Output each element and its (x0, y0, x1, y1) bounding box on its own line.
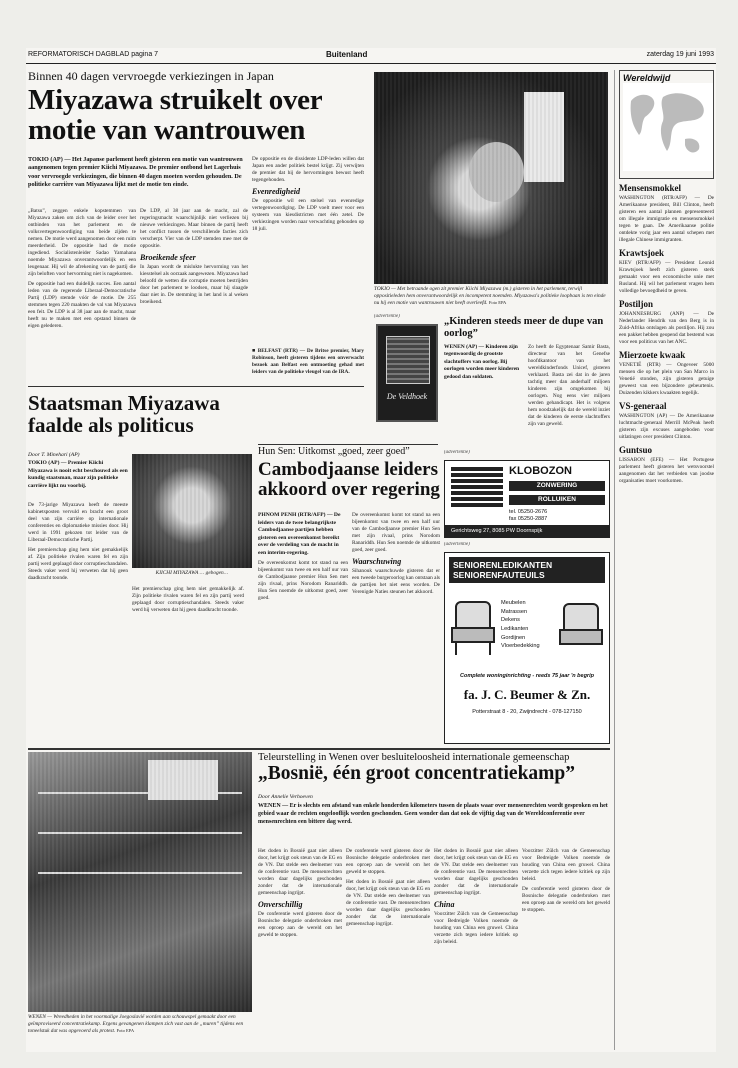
cambodja-kicker: Hun Sen: Uitkomst „goed, zeer goed” (258, 446, 410, 457)
ad-veldhoek-label: (advertentie) (374, 314, 400, 319)
sidebar-item-text: JOHANNESBURG (ANP) — De Nederlander Hendrik van den Berg is in Zuid-Afrika ontslagen als postiljon. Hij zou een pakket hebben geopend dat bestemd was voor een politicus van het ANC. (619, 310, 714, 345)
bosnie-photo-caption: WENEN — Wreedheden in het voormalige Joegoslavië worden aan schouwspel gemaakt door een geïmproviseerd concentratiekamp. Ergens gevangenen klampen zich vast aan de „muren” tijdens een toneelstuk dat was opgevoerd als protest. Foto EPA (28, 1014, 244, 1034)
staatsman-lead: TOKIO (AP) — Premier Kiichi Miyazawa is nooit echt beschouwd als een kundig staatsman, maar zijn politieke carrière lijkt nu voorbij. (28, 460, 128, 489)
world-map-icon (623, 83, 713, 171)
kinderen-column-2: Zo heeft de Egyptenaar Samir Basta, directeur van het Genefse hoofdkantoor van het wereldkinderfonds Unicef, gisteren verklaard. Basta zei dat in de jaren tachtig meer dan anderhalf miljoen kinderen zijn omgekomen bij oorlogen. Nog eens vier miljoen werden gehandicapt. Het is volgens hem noodzakelijk dat de wereld inziet dat de kinderen de eerste slachtoffers zijn van geweld. (528, 344, 610, 427)
sidebar-title-box (619, 70, 714, 179)
ad-senioren-label: (advertentie) (444, 542, 470, 547)
subhead-waarschuwing: Waarschuwing (352, 556, 402, 566)
ad-senioren-item: Ledikanten (501, 625, 529, 632)
armchair-icon (451, 597, 495, 657)
sidebar-title: Wereldwijd (623, 73, 671, 83)
sidebar-item-text: WASHINGTON (AP) — De Amerikaanse luchtmacht-generaal Merrill McPeak heeft gisteren zijn excuses aangeboden voor uitlatingen over president Clinton. (619, 412, 714, 440)
sidebar-item-heading: Krawtsjoek (619, 247, 664, 258)
subhead-china: China (434, 899, 455, 909)
staatsman-column-2: Het premierschap ging hem niet gemakkelijk af. Zijn politieke rivalen waren fel en zijn partij werd geplaagd door corruptieschandalen. Steeds vaker werd hij verweten dat hij geen daadkracht toonde. (132, 586, 244, 613)
newspaper-page (26, 48, 716, 1052)
belfast-brief (252, 300, 364, 350)
miyazawa-column-2: De LDP, al 38 jaar aan de macht, zal de regeringsmacht waarschijnlijk niet verliezen bij nieuwe verkiezingen. Maar binnen de partij heeft het conflict tussen de verschillende facties zich verscherpt. Vier van de LDP stemden mee met de oppositie. Broeikende sfeer In Japan wordt de mislukte hervorming van het kiesstelsel als oorzaak aangewezen. Miyazawa had beloofd de wetten die corruptie moeten bestrijden door het parlement te loodsen, maar hij slaagde daar niet in. De stemming in het land is al weken broeikend. (140, 208, 248, 305)
bosnie-column-4: Voorzitter Zülch van de Gemeenschap voor Bedreigde Volken noemde de houding van China een gruwel. China verzette zich tegen iedere kritiek op zijn beleid. De conferentie werd gisteren door de Bosnische delegatie onderbroken met een oproep aan de wereld om het geweld te stoppen. (522, 848, 610, 913)
sidebar-wereldwijd (614, 70, 714, 1050)
miyazawa-lead: TOKIO (AP) — Het Japanse parlement heeft gisteren een motie van wantrouwen aangenomen tegen premier Kiichi Miyazawa. De premier ontbond het Lagerhuis voor vervroegde verkiezingen, die binnen 40 dagen moeten worden gehouden. De politieke carrière van Miyazawa lijkt met de motie ten einde. (28, 156, 243, 189)
ad-senioren-item: Vloerbedekking (501, 643, 540, 650)
staatsman-headline: Staatsman Miyazawa faalde als politicus (28, 392, 220, 438)
section-title: Buitenland (326, 50, 368, 59)
cambodja-headline: Cambodjaanse leiders akkoord over regering (258, 460, 440, 500)
ad-veldhoek-name: De Veldhoek (386, 392, 428, 401)
ad-senioren-item: Gordijnen (501, 634, 526, 641)
sidebar-item-heading: Postiljon (619, 298, 654, 309)
armchair-icon-2 (557, 599, 605, 659)
sidebar-item-heading: VS-generaal (619, 400, 667, 411)
kinderen-headline: „Kinderen steeds meer de dupe van oorlog” (444, 316, 604, 339)
subhead-evenredigheid: Evenredigheid (252, 186, 300, 196)
cambodja-column-1: PHNOM PENH (RTR/AFP) — De leiders van de twee belangrijkste Cambodjaanse partijen hebben gisteren een overeenkomst bereikt over de verdeling van de macht in een interim-regering. De overeenkomst komt tot stand na een bijeenkomst van twee en een half uur van de Cambodjaanse premier Hun Sen met zijn rivaal, prins Norodom Ranariddh. Hun Sen noemde de uitkomst goed, zeer goed. (258, 512, 348, 602)
ad-klobozon: KLOBOZON ZONWERING ROLLUIKEN tel. 05250-2676 fax 05250-2887 Gerichtsweg 27, 8085 PW Doornspijk (444, 460, 610, 538)
ad-senioren-item: Meubelen (501, 600, 526, 606)
staatsman-photo-caption: KIICHI MIYAZAWA … gebogen… (155, 570, 229, 576)
ad-senioren-items (501, 599, 540, 651)
staatsman-column-1: De 73-jarige Miyazawa heeft de meeste kabinetsposten vervuld en bracht een groot deel van zijn carrière op internationale conferenties en diplomatieke missies door. Hij werd in 1991 gekozen tot leider van de Liberaal-Democratische Partij. Het premierschap ging hem niet gemakkelijk af. Zijn politieke rivalen waren fel en zijn partij werd geplaagd door corruptieschandalen. Steeds vaker werd hij verweten dat hij geen daadkracht toonde. (28, 502, 128, 581)
ad-veldhoek (376, 324, 438, 422)
bosnie-byline: Door Annelie Verhoeven (258, 794, 313, 800)
cambodja-column-2: De overeenkomst komt tot stand na een bijeenkomst van twee en een half uur van de Cambodjaanse premier Hun Sen met zijn rivaal, prins Norodom Ranariddh. Hun Sen noemde de uitkomst goed, zeer goed. Waarschuwing Sihanouk waarschuwde gisteren dat er een tweede burgeroorlog kan ontstaan als de partijen het niet eens worden. De Verenigde Naties steunen het akkoord. (352, 512, 440, 595)
header-left: REFORMATORISCH DAGBLAD pagina 7 (28, 51, 159, 58)
miyazawa-headline: Miyazawa struikelt over motie van wantrouwen (28, 86, 322, 146)
page-header (26, 48, 716, 64)
ad-klobozon-label: (advertentie) (444, 450, 470, 455)
miyazawa-photo (374, 72, 608, 284)
ad-senioren-title: SENIORENLEDIKANTEN SENIORENFAUTEUILS (449, 557, 605, 583)
miyazawa-kicker: Binnen 40 dagen vervroegde verkiezingen in Japan (28, 70, 274, 83)
miyazawa-photo-caption: TOKIO — Met betraande ogen zit premier Kiichi Miyazawa (m.) gisteren in het parlement, terwijl oppositieleden hem onverantwoordelijk en incompetent noemden. Miyazawa's politieke loopbaan is ten einde nu hij een motie van wantrouwen niet heeft overleefd. Foto EPA (374, 286, 606, 306)
sidebar-item-text: KIEV (RTR/AFP) — President Leonid Krawtsjoek heeft zich gisteren sterk gemaakt voor een economische unie met Rusland. Hij wil het parlement vragen hem volledige bevoegdheid te geven. (619, 259, 714, 294)
staatsman-byline: Door T. Minehari (AP) (28, 452, 80, 458)
ad-senioren-item: Dekens (501, 617, 520, 624)
staatsman-photo (132, 454, 252, 568)
building-icon (386, 336, 430, 384)
belfast-brief-text: ■ BELFAST (RTR) — De Britse premier, Mary Robinson, heeft gisteren tijdens een onverwacht bezoek aan Belfast een ontmoeting gehad met leiders van de politieke vleugel van de IRA. (252, 348, 364, 375)
ad-senioren: SENIORENLEDIKANTEN SENIORENFAUTEUILS Meubelen Matrassen Dekens Ledikanten Gordijnen Vloerbedekking Complete woninginrichting - reeds 75 jaar 'n begrip fa. J. C. Beumer & Zn. Potterstraat 8 - 20, Zwijndrecht - 078-127150 (444, 552, 610, 744)
sidebar-item-heading: Guntsuo (619, 444, 653, 455)
subhead-onverschillig: Onverschillig (258, 899, 303, 909)
miyazawa-column-3: De oppositie en de dissidente LDP-leden willen dat Japan een ander politiek bestel krijgt. Zij verwijten de premier dat hij de hervormingen bewust heeft tegengehouden. Evenredigheid De oppositie wil een stelsel van evenredige vertegenwoordiging. De LDP voelt meer voor een systeem van kiesdistricten met één zetel. De verkiezingen worden naar verwachting gehouden op 18 juli. (252, 156, 364, 232)
bosnie-column-2: De conferentie werd gisteren door de Bosnische delegatie onderbroken met een oproep aan de wereld om het geweld te stoppen. Het doden in Bosnië gaat niet alleen door, het krijgt ook steun van de EG en de VN. Dat stelde een deelnemer van de conferentie vast. De mensenrechten worden daar dagelijks geschonden zonder dat de internationale gemeenschap ingrijpt. (346, 848, 430, 927)
sidebar-item-text: LISSABON (EFE) — Het Portugese parlement heeft gisteren het wetsvoorstel aangenomen dat het verbieden van joodse organisaties moet voorkomen. (619, 456, 714, 484)
sidebar-item-text: WASHINGTON (RTR/AFP) — De Amerikaanse president, Bill Clinton, heeft gisteren een aantal plannen gepresenteerd om illegale immigratie en mensensmokkel tegen te gaan. De Amerikaanse politie ontdekte vorig jaar een aantal schepen met illegale Chinese immigranten. (619, 195, 714, 243)
ad-klobozon-name: KLOBOZON (509, 465, 572, 477)
ad-senioren-company: fa. J. C. Beumer & Zn. (463, 687, 591, 702)
subhead-broeikende-sfeer: Broeikende sfeer (140, 252, 196, 262)
miyazawa-column-1: „Batsu”, zeggen enkele kopstemmen van Miyazawa zaken om zich van de leider over het ontbinden van het parlement en de volksvertegenwoordiging van beide zijden te nemen. De motie werd aangenomen door een ruim meerderheid. De oppositie had de motie ingediend. Socialistenleider Sadao Yamahana noemde Miyazawa onverantwoordelijk en een leugenaar. Hij wil de afrekening van de partij die zijn beloften voor hervorming niet is nagekomen. De oppositie had een duidelijk succes. Een aantal leden van de regerende Liberaal-Democratische Partij (LDP) stemde vóór de motie. De 255 stemmen tegen 220 maakten de val van Miyazawa een feit. De LDP is al 38 jaar aan de macht, maar heeft nu te maken met een opstand binnen de eigen gelederen. (28, 208, 136, 329)
bosnie-photo (28, 752, 252, 1012)
awning-icon (451, 467, 503, 507)
sidebar-item-text: VENETIË (RTR) — Ongeveer 5000 mensen die op het plein van San Marco in Venetië stonden, zijn gisteren getuige geweest van een bijzondere gebeurtenis. Duizenden kikkers kwaakten tegelijk. (619, 361, 714, 396)
sidebar-item-heading: Mierzoete kwaak (619, 349, 686, 360)
ad-senioren-item: Matrassen (501, 608, 528, 615)
kinderen-column-1: WENEN (AP) — Kinderen zijn tegenwoordig de grootste slachtoffers van oorlog. Bij oorlogen worden meer kinderen gedood dan soldaten. (444, 344, 520, 380)
sidebar-item-heading: Mensensmokkel (619, 183, 682, 193)
header-date: zaterdag 19 juni 1993 (646, 51, 714, 58)
bosnie-kicker: Teleurstelling in Wenen over besluiteloosheid internationale gemeenschap (258, 752, 570, 763)
bosnie-lead: WENEN — Er is slechts een afstand van enkele honderden kilometers tussen de plaats waar over mensenrechten wordt gesproken en het gebied waar de rechten ongelooflijk worden geschonden. Geen wonder dan dat ook de vijftig dag van de Wereldconferentie over mensenrechten een bittere dag werd. (258, 803, 608, 826)
bosnie-column-3: Het doden in Bosnië gaat niet alleen door, het krijgt ook steun van de EG en de VN. Dat stelde een deelnemer van de conferentie vast. De mensenrechten worden daar dagelijks geschonden zonder dat de internationale gemeenschap ingrijpt. China Voorzitter Zülch van de Gemeenschap voor Bedreigde Volken noemde de houding van China een gruwel. China verzette zich tegen iedere kritiek op zijn beleid. (434, 848, 518, 945)
sidebar-items (619, 183, 714, 485)
bosnie-headline: „Bosnië, één groot concentratiekamp” (258, 764, 576, 784)
bosnie-column-1: Het doden in Bosnië gaat niet alleen door, het krijgt ook steun van de EG en de VN. Dat stelde een deelnemer van de conferentie vast. De mensenrechten worden daar dagelijks geschonden zonder dat de internationale gemeenschap ingrijpt. Onverschillig De conferentie werd gisteren door de Bosnische delegatie onderbroken met een oproep aan de wereld om het geweld te stoppen. (258, 848, 342, 938)
